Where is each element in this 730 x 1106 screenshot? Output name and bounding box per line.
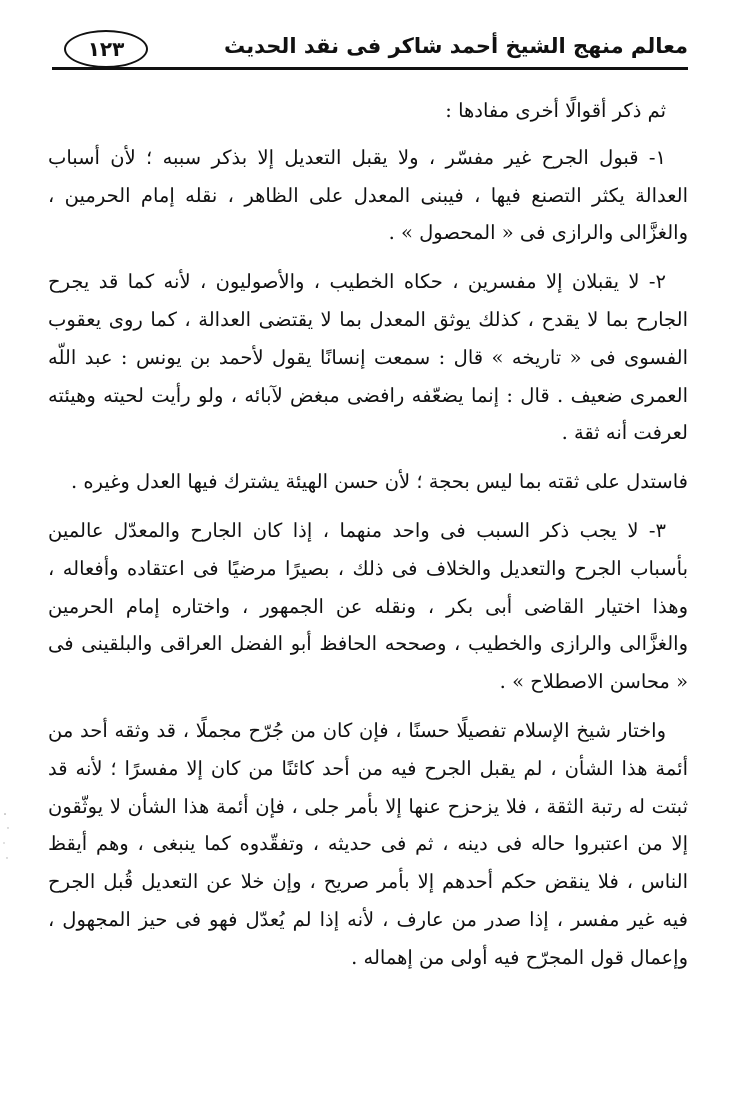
paragraph-ibn-hajar: واختار شيخ الإسلام تفصيلًا حسنًا ، فإن كان من جُرّح مجملًا ، قد وثقه أحد من أئمة هذا الشأن ، لم يقبل الجرح فيه من أحد كائنًا من كان إلا مفسرًا ؛ لأنه قد ثبتت له رتبة الثقة ، فلا يزحزح عنها إلا بأمر جلى ، فإن أئمة هذا الشأن لا يوثّقون إلا من اعتبروا حاله فى دينه ، ثم فى حديثه ، وتفقّدوه كما ينبغى ، وهم أيقظ الناس ، فلا ينقض حكم أحدهم إلا بأمر صريح ، وإن خلا عن التعديل قُبل الجرح فيه غير مفسر ، إذا صدر من عارف ، لأنه إذا لم يُعدّل فهو فى حيز المجهول ، وإعمال قول المجرّح فيه أولى من إهماله . xyxy=(48,718,688,969)
running-title: معالم منهج الشيخ أحمد شاكر فى نقد الحديث xyxy=(224,34,688,58)
paragraph-item-3: ٣- لا يجب ذكر السبب فى واحد منهما ، إذا كان الجارح والمعدّل عالمين بأسباب الجرح والتعديل والخلاف فى ذلك ، بصيرًا مرضيًا فى اعتقاده وأفعاله ، وهذا اختيار القاضى أبى بكر ، ونقله عن الجمهور ، واختاره إمام الحرمين والغزَّالى والرازى والخطيب ، وصححه الحافظ أبو الفضل العراقى والبلقينى فى « محاسن الاصطلاح » . xyxy=(48,518,688,694)
paragraph-item-1: ١- قبول الجرح غير مفسّر ، ولا يقبل التعديل إلا بذكر سببه ؛ لأن أسباب العدالة يكثر التصنع فيها ، فيبنى المعدل على الظاهر ، نقله إمام الحرمين ، والغزَّالى والرازى فى « المحصول » . xyxy=(48,145,688,245)
paragraph-intro: ثم ذكر أقوالًا أخرى مفادها : xyxy=(445,99,666,122)
page-header xyxy=(52,22,688,70)
scan-speck-marks xyxy=(2,810,12,870)
paragraph-item-2: ٢- لا يقبلان إلا مفسرين ، حكاه الخطيب ، والأصوليون ، لأنه كما قد يجرح الجارح بما لا يقدح ، كذلك يوثق المعدل بما لا يقتضى العدالة ، كما روى يعقوب الفسوى فى « تاريخه » قال : سمعت إنسانًا يقول لأحمد بن يونس : عبد اللّه العمرى ضعيف . قال : إنما يضعّفه رافضى مبغض لآبائه ، ولو رأيت لحيته وهيئته لعرفت أنه ثقة . xyxy=(48,270,688,445)
body-text xyxy=(48,92,688,977)
header-rule xyxy=(52,67,688,70)
paragraph-inference: فاستدل على ثقته بما ليس بحجة ؛ لأن حسن الهيئة يشترك فيها العدل وغيره . xyxy=(70,470,688,494)
page-number: ١٢٣ xyxy=(64,30,148,68)
